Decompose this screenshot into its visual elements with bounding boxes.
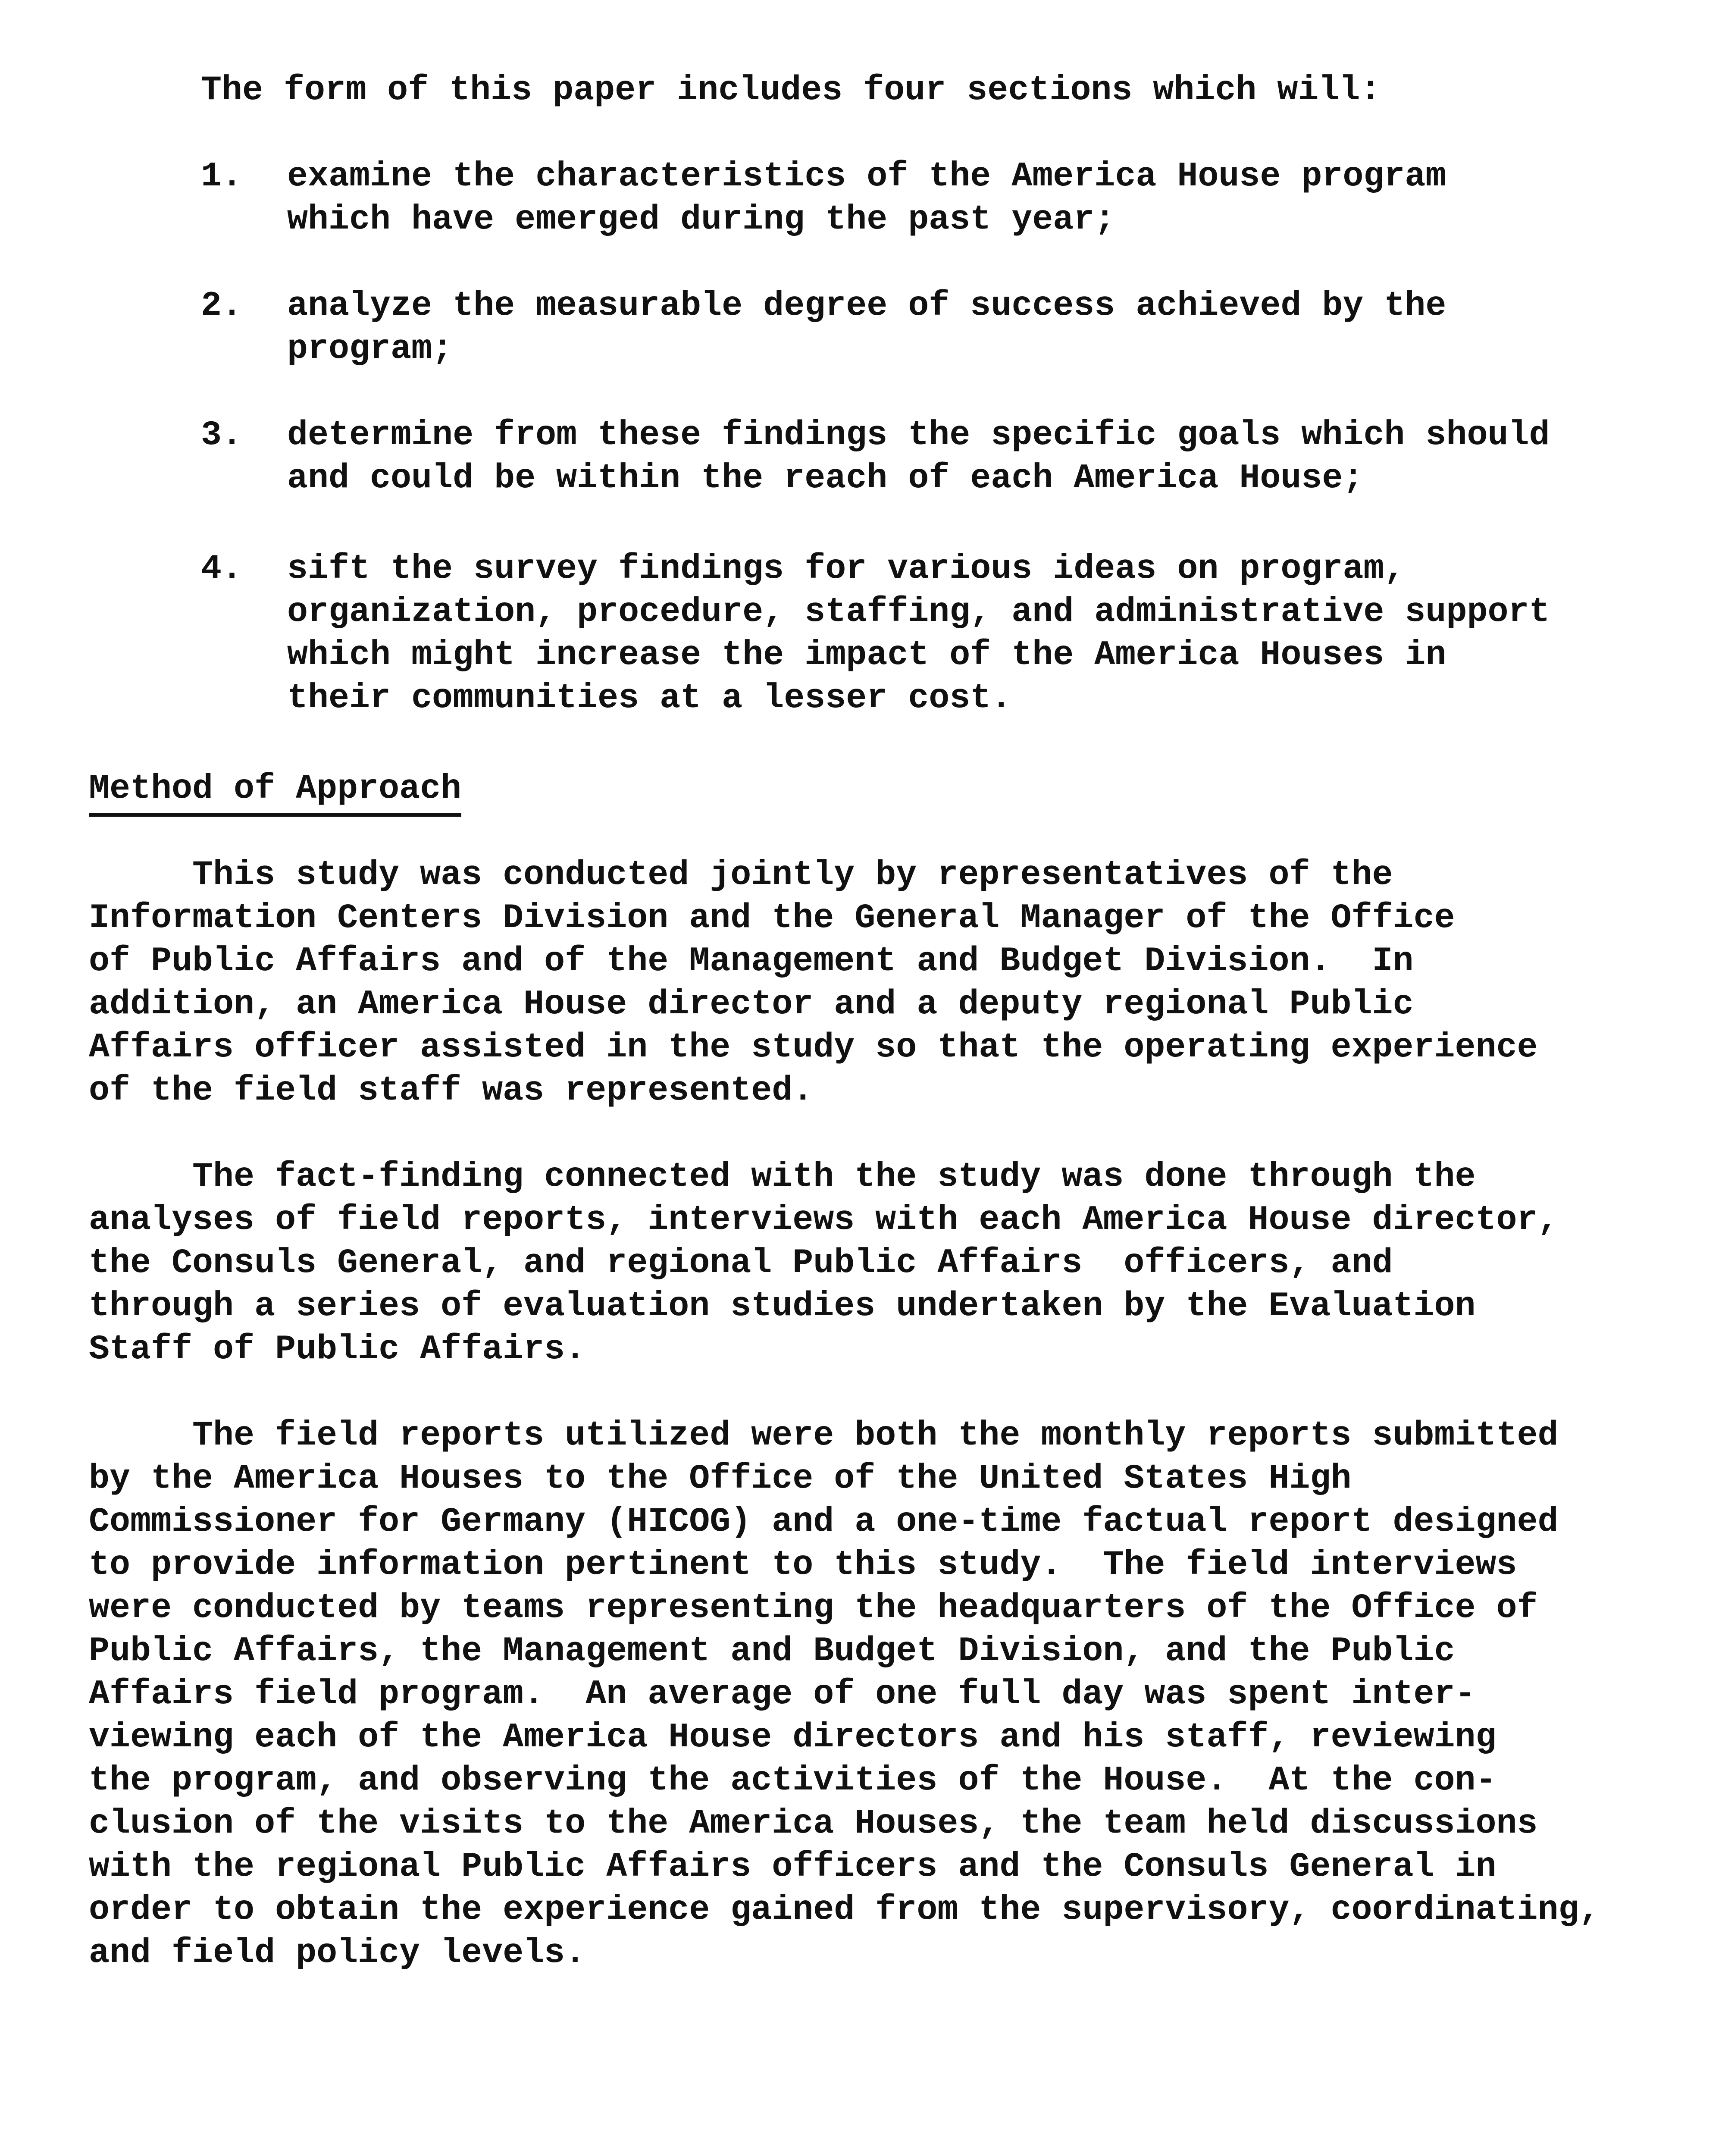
list-item-text: determine from these findings the specific goals which should and could be within the reach of each America House;: [287, 416, 1550, 498]
paragraph: The fact-finding connected with the study was done through the analyses of field reports, interviews with each America House director, the Consuls General, and regional Public Affairs officers, and through a series of evaluation studies undertaken by the Evaluation Staff of Public Affairs.: [89, 1157, 1559, 1369]
list-item-text: sift the survey findings for various ideas on program, organization, procedure, staffing, and administrative support which might increase the impact of the America Houses in their communities at a lesser cost.: [287, 549, 1550, 718]
list-item-number: 3.: [201, 416, 243, 455]
list-item-number: 2.: [201, 286, 243, 326]
list-item-number: 4.: [201, 549, 243, 589]
list-item-text: examine the characteristics of the America House program which have emerged during the past year;: [287, 157, 1446, 239]
list-item-text: analyze the measurable degree of success achieved by the program;: [287, 286, 1446, 369]
paragraph: This study was conducted jointly by representatives of the Information Centers Division and the General Manager of the Office of Public Affairs and of the Management and Budget Division. In addition, an America House director and a deputy regional Public Affairs officer assisted in the study so that the operating experience of the field staff was represented.: [89, 856, 1538, 1110]
list-item-number: 1.: [201, 157, 243, 196]
section-heading: Method of Approach: [89, 768, 461, 817]
list-item: [201, 548, 1624, 720]
intro-text: The form of this paper includes four sections which will:: [201, 71, 1381, 110]
paragraph: The field reports utilized were both the monthly reports submitted by the America Houses to the Office of the United States High Commissioner for Germany (HICOG) and a one-time factual report designed to provide information pertinent to this study. The field interviews were conducted by teams representing the headquarters of the Office of Public Affairs, the Management and Budget Division, and the Public Affairs field program. An average of one full day was spent inter- viewing each of the America House directors and his staff, reviewing the program, and observing the activities of the House. At the con- clusion of the visits to the America Houses, the team held discussions with the regional Public Affairs officers and the Consuls General in order to obtain the experience gained from the supervisory, coordinating, and field policy levels.: [89, 1416, 1600, 1973]
